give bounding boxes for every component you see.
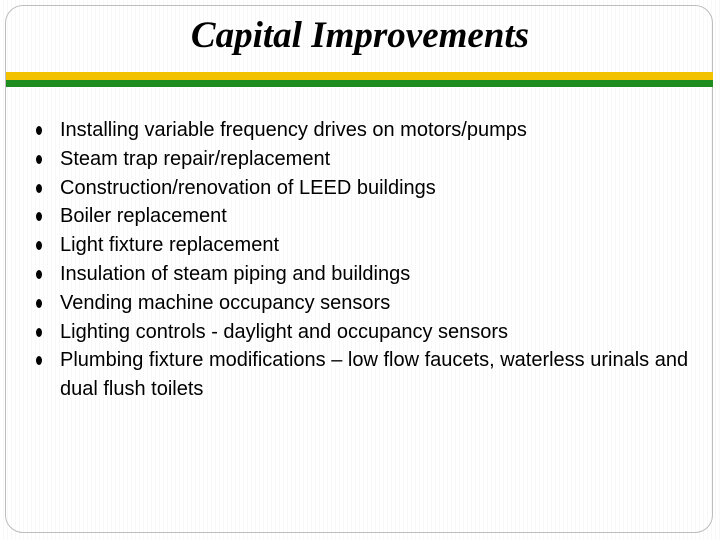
bullet-dot-icon (36, 126, 42, 135)
bullet-list (36, 116, 701, 404)
list-item (36, 346, 701, 404)
bullet-text: Boiler replacement (60, 205, 227, 228)
bullet-dot-icon (36, 270, 42, 279)
bullet-text: Vending machine occupancy sensors (60, 291, 391, 314)
bullet-dot-icon (36, 299, 42, 308)
bullet-dot-icon (36, 356, 42, 365)
bullet-text: Light fixture replacement (60, 234, 280, 257)
bullet-text: Lighting controls - daylight and occupancy sensors (60, 320, 509, 343)
list-item (36, 145, 701, 174)
bullet-dot-icon (36, 184, 42, 193)
bullet-text: Construction/renovation of LEED buildings (60, 176, 436, 199)
bullet-dot-icon (36, 241, 42, 250)
bullet-text: Steam trap repair/replacement (60, 147, 331, 170)
bullet-dot-icon (36, 155, 42, 164)
list-item (36, 202, 701, 231)
list-item (36, 318, 701, 347)
list-item (36, 174, 701, 203)
bullet-dot-icon (36, 212, 42, 221)
title-divider-gold (6, 72, 713, 80)
list-item (36, 289, 701, 318)
list-item (36, 231, 701, 260)
bullet-dot-icon (36, 328, 42, 337)
bullet-text: Insulation of steam piping and buildings (60, 262, 411, 285)
list-item (36, 116, 701, 145)
bullet-text: Installing variable frequency drives on motors/pumps (60, 119, 527, 141)
list-item (36, 260, 701, 289)
slide-title: Capital Improvements (190, 15, 530, 56)
title-divider-green (6, 80, 713, 87)
bullet-text: Plumbing fixture modifications – low flow faucets, waterless urinals and dual flush toilets (60, 349, 689, 401)
